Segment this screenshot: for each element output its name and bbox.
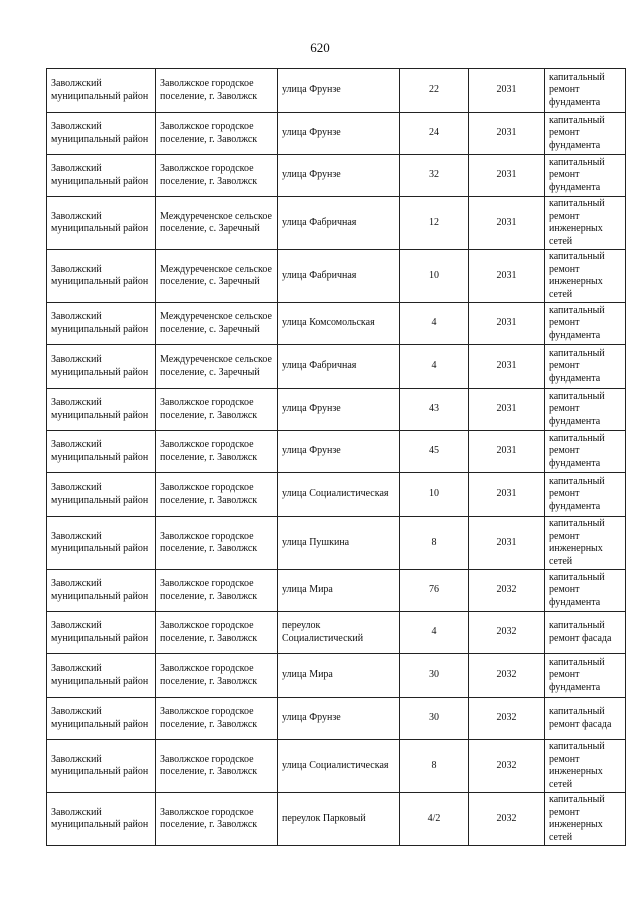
work-type-cell: капитальный ремонт фундамента <box>545 473 626 517</box>
district-cell: Заволжский муниципальный район <box>47 740 156 793</box>
table-row <box>47 473 626 517</box>
work-type-cell: капитальный ремонт фундамента <box>545 345 626 389</box>
street-cell: переулок Социалистический <box>278 612 400 654</box>
year-cell: 2032 <box>469 570 545 612</box>
table-row <box>47 197 626 250</box>
street-cell: улица Фрунзе <box>278 69 400 113</box>
house-number-cell: 76 <box>400 570 469 612</box>
work-type-cell: капитальный ремонт фундамента <box>545 389 626 431</box>
year-cell: 2031 <box>469 69 545 113</box>
settlement-cell: Заволжское городское поселение, г. Заволжск <box>156 473 278 517</box>
district-cell: Заволжский муниципальный район <box>47 303 156 345</box>
street-cell: улица Пушкина <box>278 517 400 570</box>
page-number: 620 <box>310 40 330 55</box>
settlement-cell: Заволжское городское поселение, г. Заволжск <box>156 793 278 846</box>
settlement-cell: Заволжское городское поселение, г. Заволжск <box>156 570 278 612</box>
district-cell: Заволжский муниципальный район <box>47 431 156 473</box>
district-cell: Заволжский муниципальный район <box>47 698 156 740</box>
work-type-cell: капитальный ремонт фундамента <box>545 570 626 612</box>
settlement-cell: Междуреченское сельское поселение, с. Заречный <box>156 250 278 303</box>
work-type-cell: капитальный ремонт фундамента <box>545 303 626 345</box>
house-number-cell: 43 <box>400 389 469 431</box>
table-row <box>47 113 626 155</box>
street-cell: улица Фабричная <box>278 345 400 389</box>
year-cell: 2031 <box>469 303 545 345</box>
settlement-cell: Междуреченское сельское поселение, с. Заречный <box>156 345 278 389</box>
settlement-cell: Заволжское городское поселение, г. Заволжск <box>156 740 278 793</box>
street-cell: улица Мира <box>278 654 400 698</box>
work-type-cell: капитальный ремонт инженерных сетей <box>545 793 626 846</box>
district-cell: Заволжский муниципальный район <box>47 155 156 197</box>
house-number-cell: 4 <box>400 612 469 654</box>
table-row <box>47 698 626 740</box>
work-type-cell: капитальный ремонт фундамента <box>545 155 626 197</box>
house-number-cell: 24 <box>400 113 469 155</box>
house-number-cell: 10 <box>400 473 469 517</box>
year-cell: 2031 <box>469 473 545 517</box>
table-row <box>47 69 626 113</box>
table-row <box>47 793 626 846</box>
settlement-cell: Междуреченское сельское поселение, с. Заречный <box>156 197 278 250</box>
district-cell: Заволжский муниципальный район <box>47 793 156 846</box>
street-cell: улица Фрунзе <box>278 698 400 740</box>
table-row <box>47 612 626 654</box>
work-type-cell: капитальный ремонт фундамента <box>545 431 626 473</box>
street-cell: переулок Парковый <box>278 793 400 846</box>
district-cell: Заволжский муниципальный район <box>47 654 156 698</box>
house-number-cell: 8 <box>400 740 469 793</box>
settlement-cell: Заволжское городское поселение, г. Заволжск <box>156 698 278 740</box>
work-type-cell: капитальный ремонт инженерных сетей <box>545 197 626 250</box>
table-row <box>47 570 626 612</box>
house-number-cell: 30 <box>400 654 469 698</box>
district-cell: Заволжский муниципальный район <box>47 250 156 303</box>
year-cell: 2031 <box>469 155 545 197</box>
settlement-cell: Заволжское городское поселение, г. Заволжск <box>156 612 278 654</box>
table-row <box>47 250 626 303</box>
year-cell: 2031 <box>469 517 545 570</box>
table-row <box>47 155 626 197</box>
year-cell: 2031 <box>469 113 545 155</box>
district-cell: Заволжский муниципальный район <box>47 473 156 517</box>
house-number-cell: 8 <box>400 517 469 570</box>
district-cell: Заволжский муниципальный район <box>47 113 156 155</box>
year-cell: 2031 <box>469 345 545 389</box>
table-row <box>47 431 626 473</box>
street-cell: улица Фабричная <box>278 250 400 303</box>
year-cell: 2031 <box>469 431 545 473</box>
settlement-cell: Заволжское городское поселение, г. Заволжск <box>156 431 278 473</box>
street-cell: улица Фрунзе <box>278 431 400 473</box>
house-number-cell: 4/2 <box>400 793 469 846</box>
house-number-cell: 45 <box>400 431 469 473</box>
work-type-cell: капитальный ремонт инженерных сетей <box>545 250 626 303</box>
street-cell: улица Фрунзе <box>278 155 400 197</box>
year-cell: 2032 <box>469 612 545 654</box>
work-type-cell: капитальный ремонт фундамента <box>545 113 626 155</box>
settlement-cell: Заволжское городское поселение, г. Заволжск <box>156 517 278 570</box>
table-row <box>47 303 626 345</box>
work-type-cell: капитальный ремонт фундамента <box>545 69 626 113</box>
year-cell: 2031 <box>469 250 545 303</box>
house-number-cell: 22 <box>400 69 469 113</box>
table-row <box>47 654 626 698</box>
house-number-cell: 30 <box>400 698 469 740</box>
settlement-cell: Заволжское городское поселение, г. Заволжск <box>156 389 278 431</box>
table-body <box>47 69 626 846</box>
district-cell: Заволжский муниципальный район <box>47 197 156 250</box>
house-number-cell: 4 <box>400 345 469 389</box>
house-number-cell: 12 <box>400 197 469 250</box>
year-cell: 2032 <box>469 740 545 793</box>
district-cell: Заволжский муниципальный район <box>47 612 156 654</box>
street-cell: улица Фабричная <box>278 197 400 250</box>
work-type-cell: капитальный ремонт фасада <box>545 612 626 654</box>
street-cell: улица Комсомольская <box>278 303 400 345</box>
table-row <box>47 345 626 389</box>
street-cell: улица Фрунзе <box>278 113 400 155</box>
street-cell: улица Социалистическая <box>278 473 400 517</box>
district-cell: Заволжский муниципальный район <box>47 517 156 570</box>
street-cell: улица Социалистическая <box>278 740 400 793</box>
year-cell: 2032 <box>469 654 545 698</box>
year-cell: 2032 <box>469 698 545 740</box>
house-number-cell: 32 <box>400 155 469 197</box>
district-cell: Заволжский муниципальный район <box>47 69 156 113</box>
settlement-cell: Заволжское городское поселение, г. Заволжск <box>156 113 278 155</box>
table-row <box>47 517 626 570</box>
housing-repair-table <box>46 68 626 846</box>
district-cell: Заволжский муниципальный район <box>47 389 156 431</box>
street-cell: улица Фрунзе <box>278 389 400 431</box>
table-row <box>47 389 626 431</box>
settlement-cell: Заволжское городское поселение, г. Заволжск <box>156 155 278 197</box>
work-type-cell: капитальный ремонт инженерных сетей <box>545 517 626 570</box>
district-cell: Заволжский муниципальный район <box>47 570 156 612</box>
settlement-cell: Заволжское городское поселение, г. Заволжск <box>156 69 278 113</box>
table-row <box>47 740 626 793</box>
year-cell: 2031 <box>469 389 545 431</box>
work-type-cell: капитальный ремонт фундамента <box>545 654 626 698</box>
street-cell: улица Мира <box>278 570 400 612</box>
house-number-cell: 10 <box>400 250 469 303</box>
house-number-cell: 4 <box>400 303 469 345</box>
settlement-cell: Междуреченское сельское поселение, с. Заречный <box>156 303 278 345</box>
settlement-cell: Заволжское городское поселение, г. Заволжск <box>156 654 278 698</box>
year-cell: 2031 <box>469 197 545 250</box>
year-cell: 2032 <box>469 793 545 846</box>
district-cell: Заволжский муниципальный район <box>47 345 156 389</box>
work-type-cell: капитальный ремонт фасада <box>545 698 626 740</box>
work-type-cell: капитальный ремонт инженерных сетей <box>545 740 626 793</box>
